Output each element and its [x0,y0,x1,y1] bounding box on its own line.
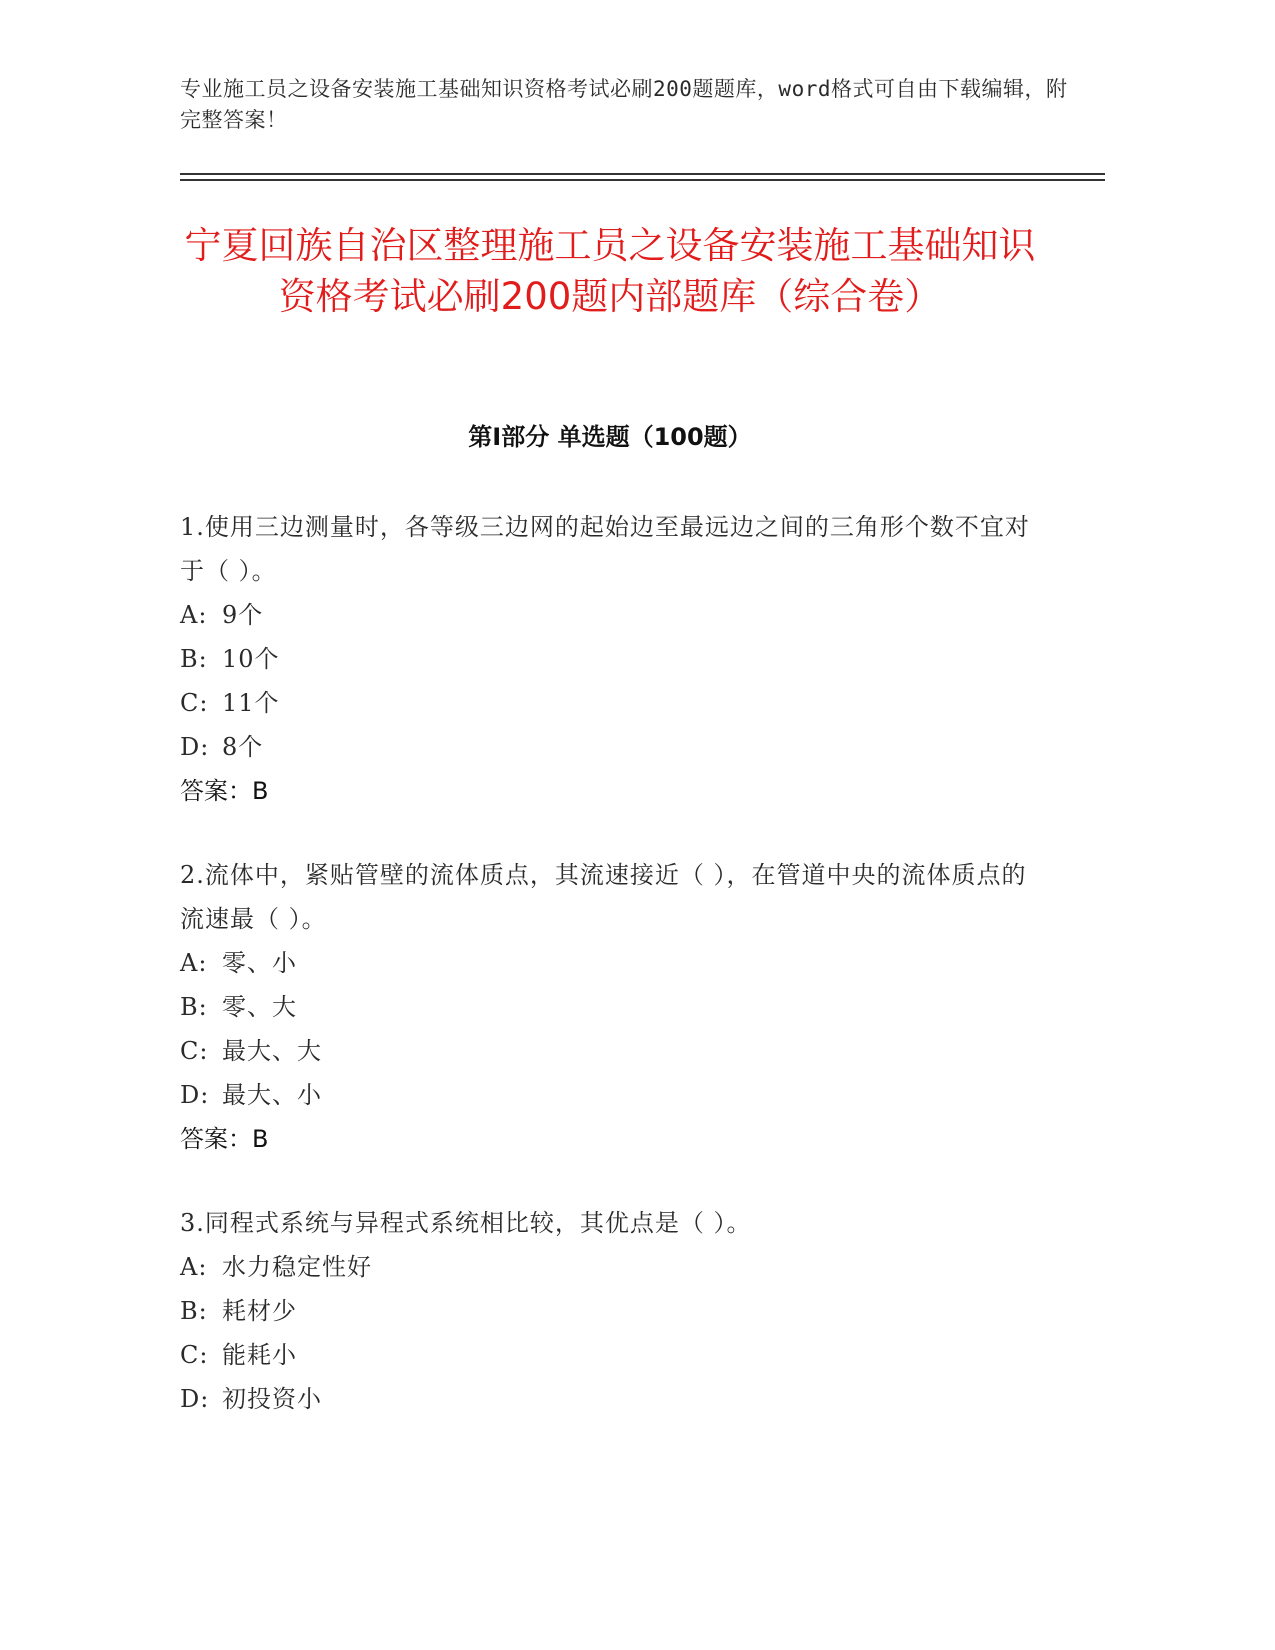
header-divider-bottom [180,179,1105,181]
option-text: 耗材少 [222,1297,297,1325]
option-c [180,681,1040,725]
option-text: 10个 [222,645,280,673]
option-key: A: [180,601,208,629]
option-text: 8个 [222,733,264,761]
option-key: C: [180,1341,209,1369]
question-1 [180,505,1040,813]
question-3 [180,1201,1040,1421]
option-a [180,1245,1040,1289]
option-key: A: [180,949,208,977]
option-text: 零、小 [222,949,297,977]
question-list [180,505,1040,1461]
option-text: 最大、小 [222,1081,322,1109]
option-text: 能耗小 [222,1341,297,1369]
section-title: 第I部分 单选题（100题） [468,423,752,451]
option-c [180,1029,1040,1073]
option-b [180,637,1040,681]
option-d [180,725,1040,769]
option-key: C: [180,689,209,717]
option-key: D: [180,1385,210,1413]
option-key: B: [180,645,208,673]
option-key: D: [180,733,210,761]
option-key: B: [180,1297,208,1325]
option-key: B: [180,993,208,1021]
option-c [180,1333,1040,1377]
header-note: 专业施工员之设备安装施工基础知识资格考试必刷200题题库，word格式可自由下载编辑，附完整答案！ [180,77,1068,132]
option-b [180,1289,1040,1333]
option-key: D: [180,1081,210,1109]
option-a [180,593,1040,637]
question-2 [180,853,1040,1161]
option-text: 11个 [222,689,280,717]
question-stem: 3.同程式系统与异程式系统相比较，其优点是（ ）。 [180,1209,752,1237]
option-text: 水力稳定性好 [222,1253,372,1281]
option-d [180,1073,1040,1117]
option-d [180,1377,1040,1421]
option-text: 零、大 [222,993,297,1021]
option-b [180,985,1040,1029]
option-a [180,941,1040,985]
question-stem: 2.流体中，紧贴管壁的流体质点，其流速接近（ ），在管道中央的流体质点的流速最（ ）。 [180,861,1027,933]
answer-line: 答案：B [180,1125,269,1153]
option-key: C: [180,1037,209,1065]
header-divider-top [180,173,1105,175]
answer-line: 答案：B [180,777,269,805]
option-text: 最大、大 [222,1037,322,1065]
option-text: 9个 [222,601,264,629]
option-text: 初投资小 [222,1385,322,1413]
option-key: A: [180,1253,208,1281]
question-stem: 1.使用三边测量时，各等级三边网的起始边至最远边之间的三角形个数不宜对于（ ）。 [180,513,1030,585]
document-title: 宁夏回族自治区整理施工员之设备安装施工基础知识资格考试必刷200题内部题库（综合卷） [184,224,1036,318]
